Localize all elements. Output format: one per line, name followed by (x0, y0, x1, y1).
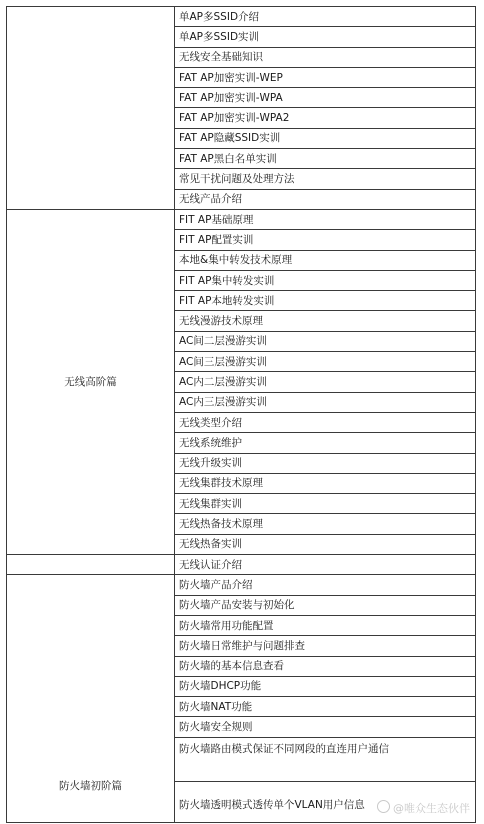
course-item: 单AP多SSID介绍 (175, 7, 476, 27)
category-cell (7, 555, 175, 575)
watermark-logo-icon (377, 800, 390, 813)
course-item: FAT AP黑白名单实训 (175, 149, 476, 169)
watermark-text: @唯众生态伙伴 (393, 802, 470, 815)
course-table (6, 6, 476, 823)
course-item: 无线升级实训 (175, 453, 476, 473)
course-item: 防火墙NAT功能 (175, 697, 476, 717)
course-item: AC内二层漫游实训 (175, 372, 476, 392)
course-item: 防火墙产品安装与初始化 (175, 595, 476, 615)
course-item: 本地&集中转发技术原理 (175, 250, 476, 270)
course-item: 防火墙产品介绍 (175, 575, 476, 595)
course-item: AC内三层漫游实训 (175, 392, 476, 412)
category-cell (7, 7, 175, 210)
table-row (7, 7, 476, 27)
course-item: FIT AP集中转发实训 (175, 270, 476, 290)
course-item: FAT AP加密实训-WEP (175, 67, 476, 87)
course-item: 防火墙DHCP功能 (175, 676, 476, 696)
course-item: 无线系统维护 (175, 433, 476, 453)
table-row (7, 209, 476, 229)
course-item: 无线产品介绍 (175, 189, 476, 209)
course-item: 无线集群实训 (175, 494, 476, 514)
table-row (7, 575, 476, 595)
course-item: AC间二层漫游实训 (175, 331, 476, 351)
course-item: FAT AP隐藏SSID实训 (175, 128, 476, 148)
course-item: 无线认证介绍 (175, 555, 476, 575)
course-item: 常见干扰问题及处理方法 (175, 169, 476, 189)
course-item: 单AP多SSID实训 (175, 27, 476, 47)
category-cell: 无线高阶篇 (7, 209, 175, 554)
course-item: FAT AP加密实训-WPA (175, 88, 476, 108)
course-item: FIT AP配置实训 (175, 230, 476, 250)
course-item: 无线漫游技术原理 (175, 311, 476, 331)
watermark (377, 800, 470, 816)
course-item: 防火墙的基本信息查看 (175, 656, 476, 676)
course-item: 防火墙透明模式透传单个VLAN用户信息 (175, 781, 476, 822)
course-item: 无线类型介绍 (175, 412, 476, 432)
course-item: FIT AP基础原理 (175, 209, 476, 229)
course-item: 无线热备实训 (175, 534, 476, 554)
course-item: 无线热备技术原理 (175, 514, 476, 534)
course-item: 无线集群技术原理 (175, 473, 476, 493)
course-item: 防火墙安全规则 (175, 717, 476, 737)
category-cell: 防火墙初阶篇 (7, 575, 175, 822)
course-item: FIT AP本地转发实训 (175, 291, 476, 311)
table-row (7, 555, 476, 575)
course-item: 防火墙日常维护与问题排查 (175, 636, 476, 656)
course-item: AC间三层漫游实训 (175, 352, 476, 372)
course-item: FAT AP加密实训-WPA2 (175, 108, 476, 128)
course-item: 防火墙路由模式保证不同网段的直连用户通信 (175, 737, 476, 781)
course-item: 防火墙常用功能配置 (175, 615, 476, 635)
course-item: 无线安全基础知识 (175, 47, 476, 67)
